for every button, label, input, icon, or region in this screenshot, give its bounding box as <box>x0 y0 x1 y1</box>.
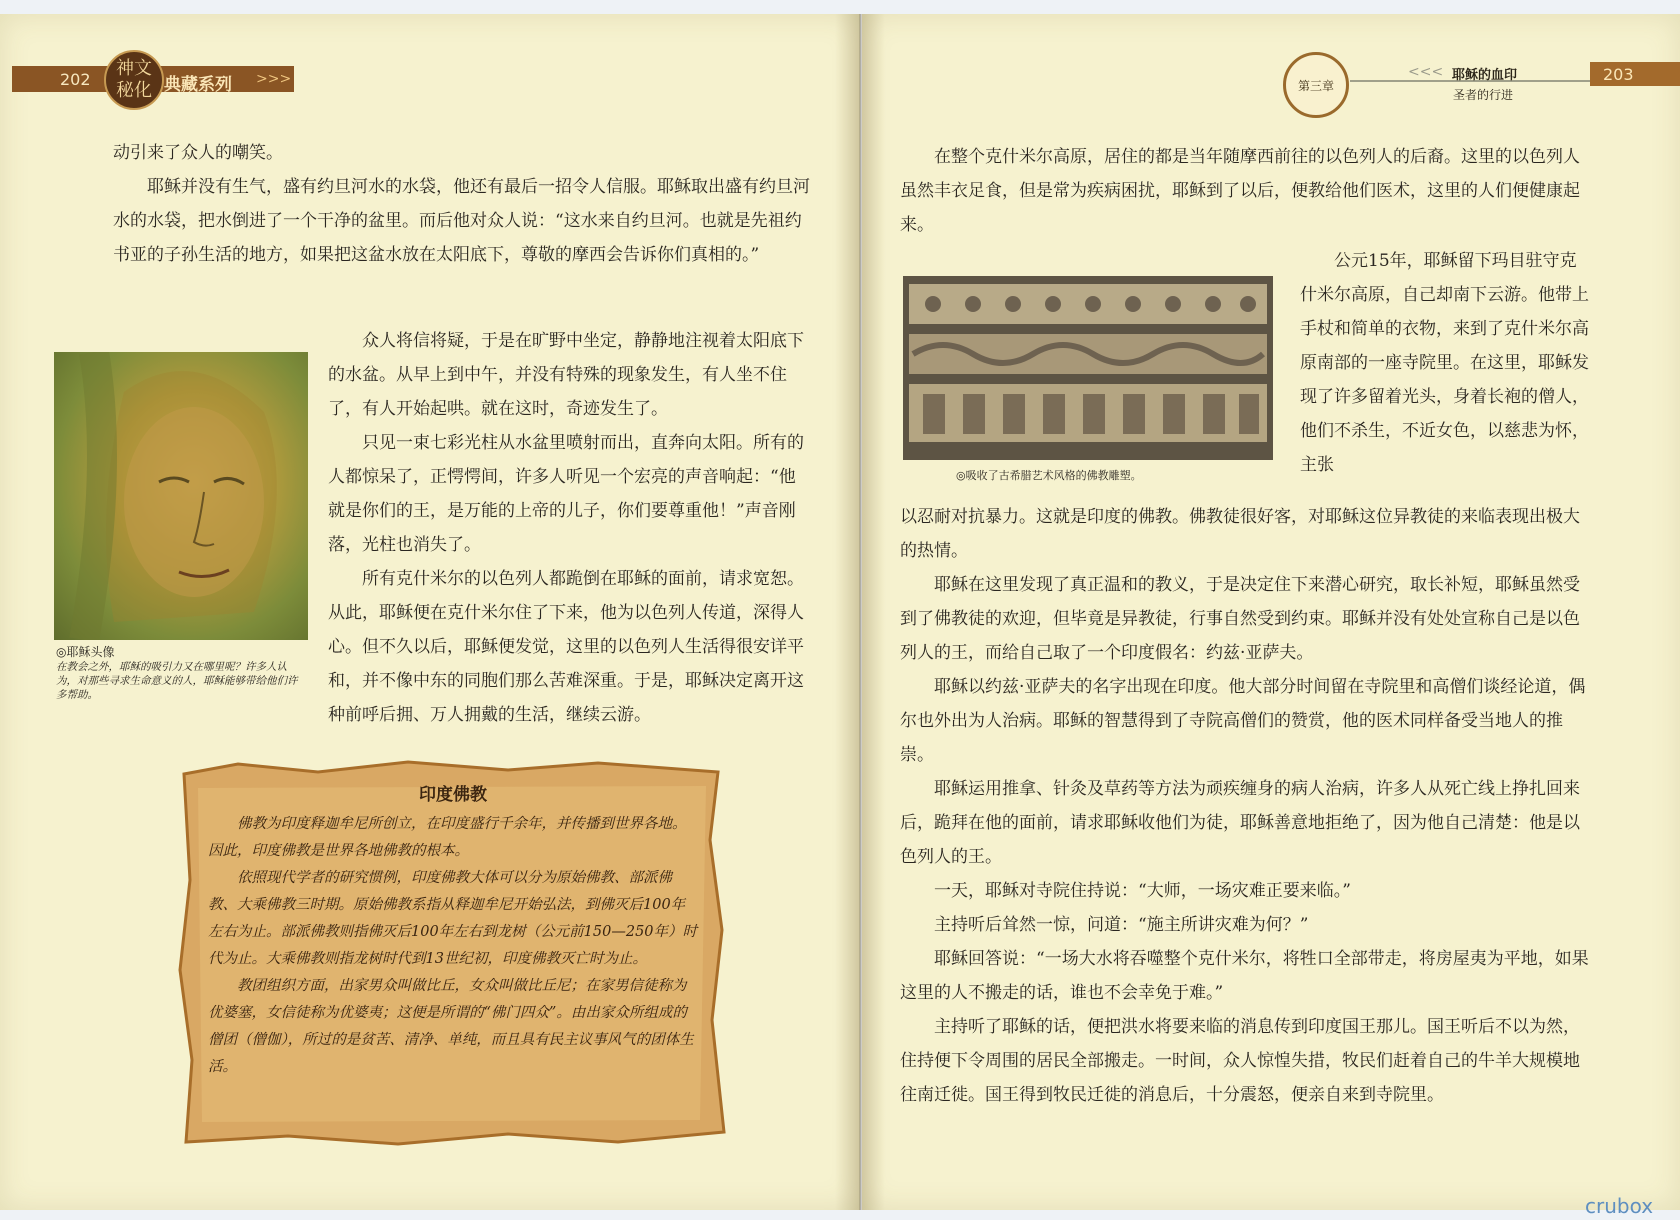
sidebar-paragraph: 佛教为印度释迦牟尼所创立，在印度盛行千余年，并传播到世界各地。因此，印度佛教是世界各地佛教的根本。 <box>208 816 687 859</box>
paragraph: 耶稣以约兹·亚萨夫的名字出现在印度。他大部分时间留在寺院里和高僧们谈经论道，偶尔也外出为人治病。耶稣的智慧得到了寺院高僧们的赞赏，他的医术同样备受当地人的推崇。 <box>900 677 1586 765</box>
paragraph: 只见一束七彩光柱从水盆里喷射而出，直奔向太阳。所有的人都惊呆了，正愕愕间，许多人听见一个宏亮的声音响起：“他就是你们的王，是万能的上帝的儿子，你们要尊重他！”声音刚落，光柱也消失了。 <box>328 433 804 555</box>
buddhist-relief-image <box>903 276 1273 460</box>
right-main-text <box>900 500 1590 1112</box>
sidebar-content <box>208 780 698 1081</box>
sidebar-paragraph: 教团组织方面，出家男众叫做比丘，女众叫做比丘尼；在家男信徒称为优婆塞，女信徒称为优婆夷；这便是所谓的“佛门四众”。由出家众所组成的僧团（僧伽），所过的是贫苦、清净、单纯，而且具有民主议事风气的团体生活。 <box>208 978 694 1075</box>
paragraph: 耶稣并没有生气，盛有约旦河水的水袋，他还有最后一招令人信服。耶稣取出盛有约旦河水的水袋，把水倒进了一个干净的盆里。而后他对众人说：“这水来自约旦河。也就是先祖约书亚的子孙生活的地方，如果把这盆水放在太阳底下，尊敬的摩西会告诉你们真相的。” <box>113 177 810 265</box>
chevron-left-icon: <<< <box>1408 64 1444 80</box>
paragraph: 所有克什米尔的以色列人都跪倒在耶稣的面前，请求宽恕。从此，耶稣便在克什米尔住了下来，他为以色列人传道，深得人心。但不久以后，耶稣便发觉，这里的以色列人生活得很安详平和，并不像中东的同胞们那么苦难深重。于是，耶稣决定离开这种前呼后拥、万人拥戴的生活，继续云游。 <box>328 569 804 725</box>
paragraph: 主持听了耶稣的话，便把洪水将要来临的消息传到印度国王那儿。国王听后不以为然，住持便下令周围的居民全部搬走。一时间，众人惊惶失措，牧民们赶着自己的牛羊大规模地往南迁徙。国王得到牧民迁徙的消息后，十分震怒，便亲自来到寺院里。 <box>900 1017 1580 1105</box>
relief-caption: ◎吸收了古希腊艺术风格的佛教雕塑。 <box>956 469 1142 482</box>
left-page-number: 202 <box>60 70 91 89</box>
chevron-right-icon: >>> <box>256 71 292 87</box>
portrait-caption-title: ◎耶稣头像 <box>56 645 115 659</box>
left-top-text <box>113 136 813 272</box>
right-page-number: 203 <box>1603 65 1634 84</box>
chapter-title: 耶稣的血印 <box>1452 68 1518 83</box>
paragraph: 公元15年，耶稣留下玛目驻守克什米尔高原，自己却南下云游。他带上手杖和简单的衣物，来到了克什米尔高原南部的一座寺院里。在这里，耶稣发现了许多留着光头，身着长袍的僧人，他们不杀生，不近女色，以慈悲为怀，主张 <box>1300 251 1589 475</box>
paragraph: 主持听后耸然一惊，问道：“施主所讲灾难为何？” <box>934 915 1309 935</box>
paragraph: 以忍耐对抗暴力。这就是印度的佛教。佛教徒很好客，对耶稣这位异教徒的来临表现出极大的热情。 <box>900 507 1580 561</box>
chapter-subtitle: 圣者的行进 <box>1453 88 1514 102</box>
paragraph: 众人将信将疑，于是在旷野中坐定，静静地注视着太阳底下的水盆。从早上到中午，并没有特殊的现象发生，有人坐不住了，有人开始起哄。就在这时，奇迹发生了。 <box>328 331 804 419</box>
chapter-badge <box>1283 52 1349 118</box>
right-top-text <box>900 140 1590 242</box>
portrait-caption <box>56 644 306 702</box>
series-title: 典藏系列 <box>164 75 232 95</box>
sidebar-paragraph: 依照现代学者的研究惯例，印度佛教大体可以分为原始佛教、部派佛教、大乘佛教三时期。原始佛教系指从释迦牟尼开始弘法，到佛灭后100年左右为止。部派佛教则指佛灭后100年左右到龙树（公元前150—250年）时代为止。大乘佛教则指龙树时代到13世纪初，印度佛教灭亡时为止。 <box>208 870 698 967</box>
paragraph: 耶稣运用推拿、针灸及草药等方法为顽疾缠身的病人治病，许多人从死亡线上挣扎回来后，跪拜在他的面前，请求耶稣收他们为徒，耶稣善意地拒绝了，因为他自己清楚：他是以色列人的王。 <box>900 779 1580 867</box>
chapter-badge-label: 第三章 <box>1297 78 1334 93</box>
portrait-caption-text: 在教会之外，耶稣的吸引力又在哪里呢？许多人认为，对那些寻求生命意义的人，耶稣能够带给他们许多帮助。 <box>56 661 298 701</box>
paragraph: 一天，耶稣对寺院住持说：“大师，一场灾难正要来临。” <box>934 881 1351 901</box>
paragraph: 动引来了众人的嘲笑。 <box>113 143 283 163</box>
series-logo <box>104 50 164 110</box>
jesus-portrait-image <box>54 352 308 640</box>
paragraph: 耶稣在这里发现了真正温和的教义，于是决定住下来潜心研究，取长补短，耶稣虽然受到了佛教徒的欢迎，但毕竟是异教徒，行事自然受到约束。耶稣并没有处处宣称自己是以色列人的王，而给自己取了一个印度假名：约兹·亚萨夫。 <box>900 575 1580 663</box>
sidebar-title: 印度佛教 <box>419 785 487 805</box>
right-wrap-text <box>1300 244 1590 482</box>
sidebar-indian-buddhism <box>178 760 726 1146</box>
paragraph: 在整个克什米尔高原，居住的都是当年随摩西前往的以色列人的后裔。这里的以色列人虽然丰衣足食，但是常为疾病困扰，耶稣到了以后，便教给他们医术，这里的人们便健康起来。 <box>900 147 1580 235</box>
left-side-text <box>328 324 812 732</box>
watermark: crubox <box>1585 1194 1654 1218</box>
paragraph: 耶稣回答说：“一场大水将吞噬整个克什米尔，将牲口全部带走，将房屋夷为平地，如果这里的人不搬走的话，谁也不会幸免于难。” <box>900 949 1589 1003</box>
series-logo-text: 神文 秘化 <box>116 58 152 101</box>
